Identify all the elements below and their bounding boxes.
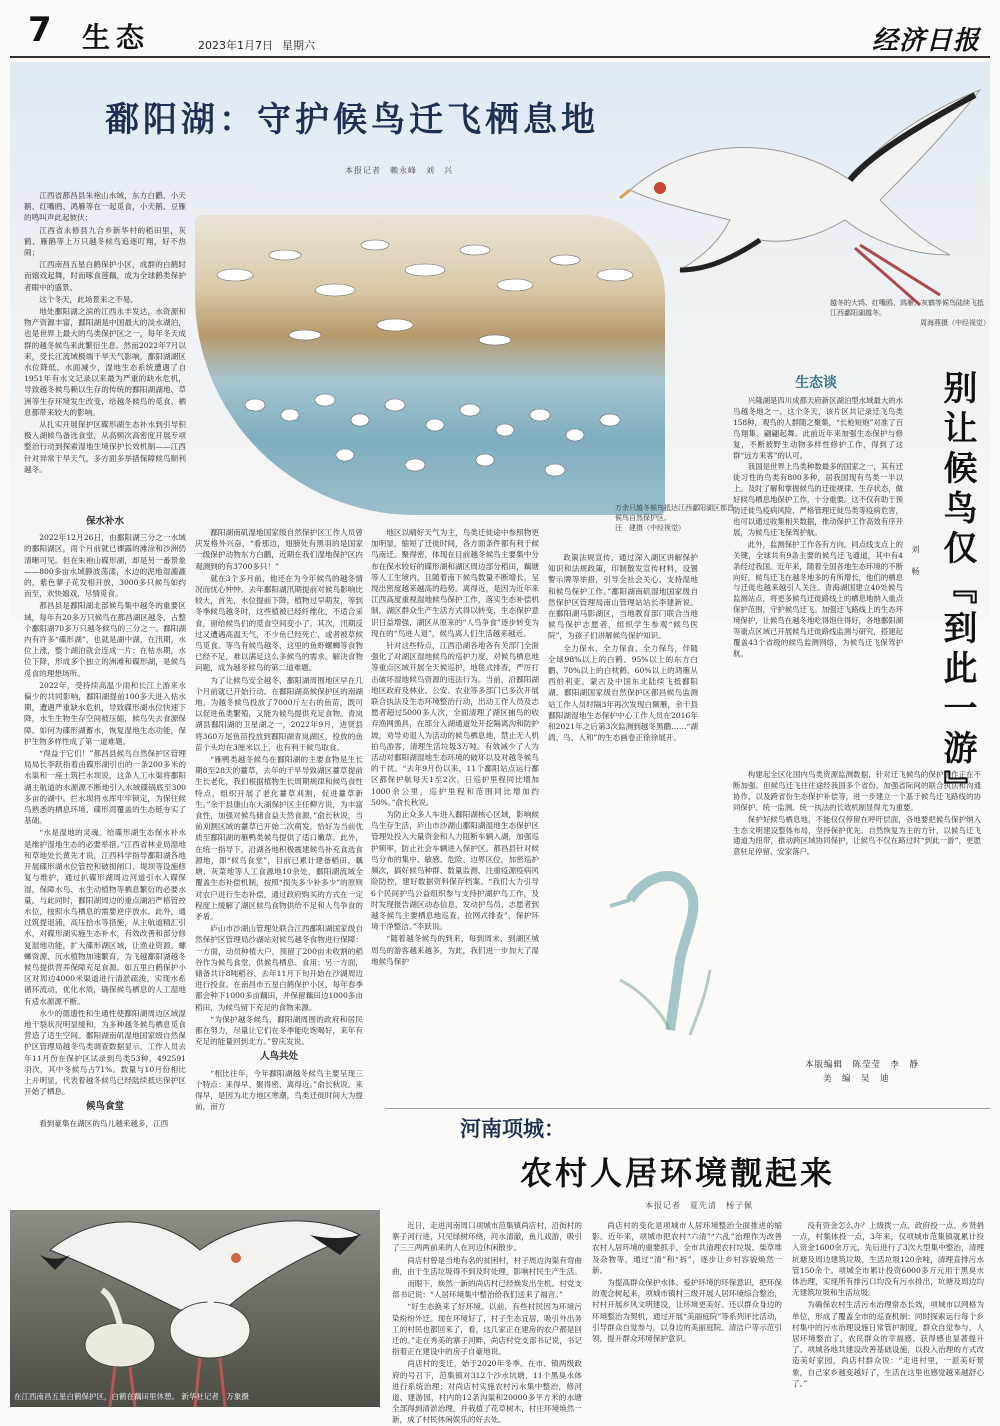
body-paragraph: “得益于它们！”都昌县候鸟自然保护区管理局局长李跃指着由碟形湖引出的一条200多米的水渠和一座土筑拦水坝说，这条人工水渠将鄱阳湖主航道的水源源不断地引入水域碟锅底至300多亩的湖中。拦水坝将水库牢牢锁定，为保住候鸟熟悉的栖息环境、碟形湾覆盖的生态链夯实了基础。 <box>24 749 186 826</box>
intro-paragraph: 这个冬天，此场景来之不易。 <box>39 294 138 304</box>
body-paragraph: 就在3个多月前，他还在为今年候鸟的越冬情况而忧心忡忡。去年鄱阳湖汛期提前对候鸟影响比较大，首先，水位提前下降，植物过早萌发，等到冬季候鸟越冬时，这些植被已经纤维化，不适合采食，留给候鸟们的觅食空间变小了。其次，汛期反过又遭遇高温天气，不少鱼已经死亡，或者被草候鸟觅食。等鸟有候鸟越冬，这里的鱼虾螺蛳等食物已经不足，难以满足这么多候鸟的需求。解决食物问题，成为越冬候鸟的第二道难题。 <box>195 573 363 673</box>
intro-paragraph: 地处鄱阳湖之滨的江西永丰发达，水资源和物产资源丰富，鄱阳湖是中国最大的淡水湖泊，也是世界上最大的鸟类保护区之一，每年冬天成群的越冬候鸟来此繁衍生息。然而2022年7月以来，受长江流域极端干旱天气影响，鄱阳湖湖区水位降低、水面减少，湿地生态系统遭遇了自1951年有水文记录以来最为严重的缺水危机，导致越冬候鸟赖以生存的传统的鄱阳湖湖地、草洲等生存环境发生改变，给越冬候鸟的觅食、栖息都带来较大的影响。 <box>24 307 186 417</box>
lead-byline: 本报记者 赖永峰 刘 兴 <box>345 166 453 175</box>
henan-column-1 <box>392 1220 582 1425</box>
column-paragraph: 构建起全区化国内鸟类资源监测数据，针对迁飞候鸟的保护工作正在不断加强。但候鸟迁飞往往途经我国多个省份，加强省际间的联合执法和沟通协作，以及跨省份生态保护补偿等，进一步建立一个基于候鸟迁飞路线的协同保护、统一监测、统一执法的长效机制显得尤为重要。 <box>733 770 981 812</box>
body-paragraph: 都昌县是鄱阳湖北部候鸟集中越冬的重要区域，每年有20多万只候鸟在都昌湖区越冬，占整个鄱阳湖70多万只越冬候鸟的三分之一。鄱阳湖内有许多“碟形湖”，也就是湖中湖，在汛期，水位上涨，整个湖泊就会连成一片；在枯水期，水位下降，形成多个独立的洲滩和碟形湖，是候鸟觅食的理想场所。 <box>24 601 186 678</box>
white-cranes-photo <box>10 1210 380 1407</box>
lead-column-1 <box>24 512 186 1192</box>
henan-column-2 <box>592 1220 782 1410</box>
paper-logo: 经济日报 <box>872 26 981 56</box>
caption-top-credit: 周海燕摄（中经视觉） <box>920 319 990 327</box>
section-heading-renniao: 人鸟共处 <box>259 1051 298 1063</box>
henan-byline: 本报记者 夏先清 杨子佩 <box>645 1201 753 1210</box>
lead-intro <box>24 190 186 508</box>
henan-paragraph: 尚店村曾是当地有名的贫困村，村子周边沟渠有弯曲曲，由于生活垃圾得不到及时处理，影响村民生产生活。 <box>392 1255 582 1276</box>
henan-paragraph: “好生态换来了好环境。以前，有些村民因为环境污染纷纷外迁。现在环境好了，村子生态宜居，吸引外出务工的村民也都回来了，看，这几家正在建房的农户都是回迁的。”走在秀美的寨子河畔，尚店村党支部书记说，书记指着正在建设中的房子自豪地说。 <box>392 1302 582 1357</box>
henan-paragraph: 尚店村的变迁，始于2020年冬季。在市、镇两级政府的号召下，范集镇对312个沙水坑塘、11个黑臭水体进行系统治理；对尚店村实施农村污水集中整治，修河道、建游园，村内的12条沟渠和20000多平方米的水塘全部得到清淤治理，并栽植了花草树木，村庄环境焕然一新，成了村民休闲娱乐的好去处。 <box>392 1359 582 1425</box>
henan-paragraph: 而眼下，焕然一新的尚店村已经焕发出生机。村党支部书记说：“人居环境集中整治给我们送来了福音。” <box>392 1279 582 1300</box>
henan-paragraph: 为确保农村生活污水治理常态长效，项城市以网格为单位，形成了覆盖全市的巡查机制；同时探索运行每个乡村集中的污水治理设施日常管护制度，群众自觉参与，人居环境整治了，农民群众的幸福感、获得感也显著提升了。项城各地共建设改善基础设施，以投入治理的方式改造美好家园，尚店村群众说：“走进村里，一派美好景象，自己家乡越变越好了，生活在这里也感觉越来越舒心了。” <box>792 1300 984 1388</box>
body-paragraph: “水是湿地的灵魂。给碟形湖生态保水补水是维护湿地生态的必要举措。”江西省林业局湿地和草地处长黄先才说，江西科学指导鄱阳湖各地开展碟形湖水位管控和破损闸口、堤坝等设施修复与维护，通过扒碟形湖周边河道引水入碟保湿，保障水鸟、水生动植物等栖息繁衍的必要水量。与此同时，鄱阳湖周边的重点湖泊严格管控水位，按照水鸟栖息的需要逆序放水。此外，通过筑提退浦，高压拾水等措施，从主航道精汇引水，对碟形湖实施生态补水，有效改善和部分修复湿地功能，扩大碟形湖区域，让渔业资源、螺蛳资源、沉水植物加速繁育，为飞越鄱阳湖越冬候鸟提供营养保障充足食源。如五里白鹤保护小区对周边4000米渠道进行清淤疏浚，实现水系循环流动，优化水质，确保候鸟栖息的人工湿地有适水源源不断。 <box>24 828 186 1006</box>
body-paragraph: 2022年，受持续高温少雨和长江上游来水偏少的共同影响，鄱阳湖提前100多天进入枯水期，遭遇严重缺水危机，导致碟形湖水位快速下降，水生生物生存空间被压缩，候鸟失去食源保障。如何为碟形湖蓄水，恢复湿地生态功能，保护生物多样性成了第一道难题。 <box>24 680 186 746</box>
body-paragraph: 全力保水、全力保食、全力保鸟，伴随全球98%以上的白鹤、95%以上的东方白鹳、70%以上的白枕鹤、60%以上的鸿雁从西伯利亚、蒙古及中国东北陆续飞抵鄱阳湖。鄱阳湖国家级自然保护区都昌候鸟监测站工作人员时隔3年再次发现白额雁，余干县鄱阳湖湿地生态保护中心工作人员在2016年和2021年之后第3次监测到越冬黑鹳……“湖鸽、鸟、人和”的生态画卷正徐徐展开。 <box>548 643 698 743</box>
section-heading-baoshui: 保水补水 <box>85 516 124 527</box>
lead-column-3 <box>371 527 539 1107</box>
caption-top <box>830 298 990 328</box>
caption-bottom <box>14 1391 380 1402</box>
body-paragraph: “为保护越冬候鸟，鄱阳湖周围的政府和居民都在努力，尽量让它们在冬季能吃饱喝好，来年有充足的能量回到北方。”曾庆发说。 <box>195 1014 363 1047</box>
page-number: 7 <box>28 10 52 50</box>
henan-column-3 <box>792 1220 984 1410</box>
body-paragraph: 庐山市沙湖山管理处联合江西鄱阳湖国家级自然保护区管理局沙湖站对候鸟越冬食物进行保障：一方面，动员种植大户，预留了200亩未收割的稻谷作为候鸟食堂，供候鸟栖息、食用；另一方面，储备共计8吨稻谷，去年11月下旬开始在沙湖周边进行投食。在南昌市五星白鹤保护小区，每年春季都会种下1000多亩藕田，并保留藕田边1000多亩稻田，为候鸟留下充足的食物来源。 <box>195 924 363 1012</box>
body-paragraph: 为防止众多人车进入鄱阳湖核心区域，影响候鸟生存生活，庐山市沙湖山鄱阳湖湿地生态保护区管理处投入大量资金和人力阻断车辆入湖，加强巡护频率，防止社会车辆进入保护区。都昌县针对候鸟分布的集中、敏感、危险、边界区位，加密巡护频次，搞好候鸟种群、数量监测，注重疫源疫病风险防控，建好数据资料保存档案。“我们大力引导6个民间护鸟公益组织参与支持护湖护鸟工作，及时发现报告湖区动态信息，发动护鸟员、志愿者到越冬候鸟主要栖息地巡查，拉网式排查”，保护环境干净整洁。”李跃说。 <box>371 810 539 932</box>
henan-headline: 农村人居环境靓起来 <box>520 1154 836 1192</box>
body-paragraph: “随着越冬候鸟的到来，每到周末，到湖区城周鸟的游客越来越多，为此，我们进一步加大了湿地候鸟保护 <box>371 934 539 966</box>
henan-paragraph: 为提高群众保护水体、爱护环境的环保意识，把环保的观念树起来，项城市镇村三级开展人居环境综合整治，村村开展乡风文明建设，让环境更美好。还以群众身边的环境整治为契机，通过开展“美丽庭院”等系列评比活动，引导群众自觉参与，以身边的美丽庭院、清洁户等示范引领，提升群众环境保护意识。 <box>592 1278 783 1344</box>
caption-bottom-text: 在江西南昌五星白鹤保护区，白鹤在藕田里休憩。 <box>14 1392 179 1401</box>
column-body-lower <box>733 770 981 1048</box>
intro-paragraph: 从扎实开展保护区碟形湖生态补水到引导积极入湖候鸟备选食堂，从高频次高密度开展专项整治行动到探索湿地生境保护长效机制——江西针对异常干旱天气，多方面多举措保障候鸟顺利越冬。 <box>24 420 186 474</box>
body-paragraph: 2022年12月26日，由鄱阳湖三分之一水域的鄱阳湖区，雨个月前就已裸露的滩涂和沙洲仍清晰可见。但在朱袍山碟形湖，却是另一番景象——800多亩水域静波荡漾，水边的泥地湿漉漉的，紫色蓼子花发相开放，3000多只候鸟如约而至，欢快嬉戏、尽情觅食。 <box>24 533 186 599</box>
body-paragraph: 政策法规宣传，通过深入湖区讲解保护知识和法规政策，印制散发宣传材料，设置警示牌等举措，引导全社会关心、支持湿地和候鸟保护工作。”鄱阳湖南矶湿地国家级自然保护区管理局南山管理站站长李建新说。在鄱阳湖马影湖区，当地教育部门联合当地候鸟保护志愿者，组织学生参观“候鸟医院”，为孩子们讲解候鸟保护知识。 <box>548 553 698 641</box>
column-title: 别让候鸟仅『到此一游』 <box>937 370 977 810</box>
column-paragraph: 兴隆湖是四川成都天府新区湖泊型水域最大的水鸟越冬地之一。这个冬天，该片区共记录迁飞鸟类158种，观鸟的人群随之聚集，“长枪短炮”对准了百鸟翔集、翩翩起舞。此前近年来加强生态保护与修复，不断被野生动物多样性修护工作，得到了这群“远方来客”的认可。 <box>733 396 904 460</box>
body-paragraph: “相比往年，今年鄱阳湖越冬候鸟主要呈现三个特点：来得早、聚得密、离得近。”俞长秋说。来得早，是因为北方地区寒潮，鸟类迁徙时间大为提前，南方 <box>195 1068 363 1112</box>
column-paragraph: 我国是世界上鸟类种数最多的国家之一，其有迁徙习性的鸟类有800多种，居我国现有鸟类一半以上。及时了解和掌握候鸟的迁徙规律、生存状态，做好候鸟栖息地保护工作，十分重要。这不仅有助于预防迁徙鸟疫病风险、严格管理迁徙鸟类等疫病危害，也可以通过收集相关数据，推动保护工作高效有序开展，为候鸟迁飞保驾护航。 <box>733 462 904 537</box>
issue-weekday: 星期六 <box>282 39 315 52</box>
caption-bottom-credit: 新华社记者 万象摄 <box>181 1392 249 1401</box>
body-paragraph: 看到豪集在湖区的鸟儿越来越多，江西 <box>39 1118 169 1128</box>
lead-column-2 <box>195 527 363 1192</box>
henan-paragraph: 尚店村的变化是项城市人居环境整治全面推进的缩影。近年来，项城市把农村“六清”“六乱”治理作为改善农村人居环境的重要抓手，全市共清理农村垃圾、柴草堆及杂物等，通过“清”和“拆”，逐步让乡村容貌焕然一新。 <box>592 1221 782 1275</box>
body-paragraph: 鄱阳湖南矶湿地国家级自然保护区工作人员曾庆发格外兴奋，“看那边，翅膀处有黑羽的是国家一级保护动物东方白鹳，近期在我们湿地保护区内观测到的有3700多只！” <box>195 528 363 571</box>
column-author: 刘 畅 <box>911 545 920 578</box>
intro-paragraph: 江西省永修县九合乡新华村的稻田里，灰鹤、雁鹅等上万只越冬候鸟追逐叮翔，好不热闹； <box>24 225 186 258</box>
column-tag: 生态谈 <box>795 375 837 391</box>
body-paragraph: 地区以晴好天气为主，鸟类迁徙途中参照物更加明显，缩短了迁徙时间，各方面条件都有利于候鸟南迁。聚得密，体现在目前越冬候鸟主要集中分布在保水较好的碟形湖和湖区周边部分稻田，藕塘等人工生境内，且随着南下候鸟数量不断增长，呈现出密度越来越高的趋势。离得近，是因为近年来江西高度重视湿地候鸟保护工作，落实生态补偿机制，湖区群众生产生活方式得以转变，生态保护意识日益增强，湖区从原来的“人鸟争食”逐步转变为现在的“鸟进人退”，候鸟离人们生活越来越近。 <box>371 528 539 638</box>
heron-illustration <box>610 840 730 1040</box>
body-paragraph: 水少的德遗性和生通性使鄱阳湖周边区域湿地干裂状况明显缓和，为多种越冬候鸟栖息觅食营造了适生空间。鄱阳湖南矶湿地国家级自然保护区管理局越冬鸟类调查数据显示，工作人员去年11月份在保护区试录到鸟类53种，492591羽次，其中冬候鸟占71%，数量与10月份相比上升明显，代表着越冬候鸟已经陆续抵达保护区开始了栖息。 <box>24 1008 186 1097</box>
lead-headline: 鄱阳湖：守护候鸟迁飞栖息地 <box>105 100 599 140</box>
caption-mid-text: 万余只越冬候鸟抵达江西鄱阳湖区都昌候鸟自然保护区。 <box>615 504 734 522</box>
birds-lake-photo <box>195 215 665 515</box>
intro-paragraph: 江西南昌五星白鹤保护小区，成群的白鹤时而嬉戏起舞，时而啄食莲藕，成为全球鹤类保护者眼中的盛景。 <box>24 260 186 292</box>
body-paragraph: 针对这些特点，江西沿湖各地各有关部门全面强化了对湖区湿地候鸟的巡护力度，对候鸟栖息地等重点区域开展全天候巡护，地毯式排查，严厉打击破坏湿地候鸟资源的违法行为。当前，沿鄱阳湖地区政府及林业、公安、农业等多部门已多次开展联合执法及生态环境整治行动，出动工作人员及志愿者超过5000多人次，全面清理了湖区捕鸟的收弃渔网渔具，在部分入湖通道处开挖隔离沟和防护坡，劝导劝退人为活动的候鸟栖息地，禁止无人机拍鸟游客，清理生活垃圾3万吨。有效减少了人为活动对鄱阳湖湿地生态环境的破坏以及对越冬候鸟的干扰。“去年9月份以来，11个鄱阳站点运行鄱区都保护航每天1至2次，日巡护里程同比增加1000余公里，巡护里程和范围同比增加约50%。”俞长秋说。 <box>371 641 539 807</box>
column-paragraph: 保护好候鸟栖息地，不能仅仅停留在呼吁层面，各地要把候鸟保护纳入生态文明建设整体布局，坚持保护优先、自然恢复为主的方针，以候鸟迁飞通道为纽带，推动跨区域协同保护，让候鸟不仅在路过时“到此一游”，更愿意驻足停留、安家落户。 <box>733 814 981 857</box>
henan-paragraph: 没有资金怎么办？上级拨一点、政府投一点、乡贤捐一点，村集体投一点，3年来，仅项城市范集镇就累计投入资金1600余万元，先后进行了3次大型集中整治，清理坑塘及周边建筑垃圾，生活垃圾120余吨，清理直排污水管150余个。项城全市累计投资6000多万元用于黑臭水体治理，实现所有排污口均没有污水排出，坑塘及周边均无建筑垃圾和生活垃圾。 <box>792 1221 984 1298</box>
page-editor: 本版编辑 陈莹莹 李 静 <box>805 1060 920 1070</box>
column-paragraph: 此外，监测保护工作各有方向。同点线支点上的关键，全球共有9条主要的候鸟迁飞通道，其中有4条经过我国。近年来，随着全国各地生态环境的不断向好，候鸟迁飞在越冬地多的有所增长，他们的栖息与迁徙也越来越引人关注。青海湖国建立40处候鸟监测站点，将更多候鸟迁徙路线上的栖息地纳入重点保护范围，守护候鸟迁飞。加强迁飞路线上的生态环境保护，让候鸟在越冬地吃得饱住得好，各地鄱阳湖等重点区域已开展候鸟迁徙路线监测与研究，搭建起覆盖43个省级的候鸟监测网络，为候鸟迁飞保驾护航。 <box>733 539 904 658</box>
caption-mid <box>615 503 735 533</box>
henan-paragraph: 近日，走进河南周口项城市范集镇尚店村，沿街村的寨子河行进，只见绿树环绕，河水清澈，鱼儿戏游，吸引了三三两两前来的人在河边休闲散步。 <box>392 1221 582 1253</box>
section-name: 生态 <box>82 21 151 54</box>
henan-divider <box>385 1108 990 1109</box>
page-designer: 美 编 吴 迪 <box>823 1074 890 1084</box>
caption-mid-credit: 汪 建摄（中经视觉） <box>615 524 685 532</box>
section-heading-shitang: 候鸟食堂 <box>85 1101 124 1113</box>
crane-flying-illustration <box>620 70 990 315</box>
issue-date: 2023年1月7日 <box>198 39 273 52</box>
body-paragraph: “雁鸭类越冬候鸟在鄱阳湖的主要食物是生长期8至28天的薹草，去年的干旱导致湖区薹草提前生长老化，我们根据植物生长周期规律和候鸟食性特点，组织开展了老化薹草刈割，促进薹草新生。”余干县康山东大湖保护区主任柳方说，为丰富食性，加强对候鸟储食益天然食源，”俞长秋说，当前刈割区域的薹草已开始二次萌发，恰好为当前优质至鄱阳湖的雁鸭类候鸟提供了适口嫩草。此外，在统一指导下，沿湖各地积极震建候鸟补充食选食源地，即“候鸟食堂”，目前已累计建备稻田、藕塘、灰菜地等人工食源地10余处，鄱阳湖流域全覆盖生态补偿机制，按照“损失多少补多少”的原则对农户进行生态补偿，通过政府购买的方式在一定程度上缓解了湖区候鸟食物供给不足和人鸟争食的矛盾。 <box>195 755 363 921</box>
intro-paragraph: 江西省都昌县朱袍山水域，东方白鹳、小天鹅、红嘴鸥、鸿雁等在一起觅食，小天鹅、豆雁的鸣叫声此起彼伏； <box>24 191 186 223</box>
henan-kicker: 河南项城： <box>460 1116 565 1141</box>
masthead-rule <box>10 56 990 58</box>
caption-top-text: 越冬的大鸨、红嘴鸥、鸿雁、灰鹤等候鸟陆续飞抵江西鄱阳湖越冬。 <box>830 299 984 317</box>
body-paragraph: 为了让候鸟安全越冬，鄱阳湖周围地区早在几个月前就已开始行动。在鄱阳湖高候保护区的南湖地，为越冬候鸟投放了7000斤左右的鱼苗，既可以促进鱼类繁殖，又能为候鸟提供充足食物。青岚湖县鄱阳湖的卫星湖之一，2022年9月，进贤县将360万尾鱼苗投放到鄱阳湖青岚湖区，投放的鱼苗个头均在3厘米以上，也有利于候鸟取食。 <box>195 675 363 752</box>
